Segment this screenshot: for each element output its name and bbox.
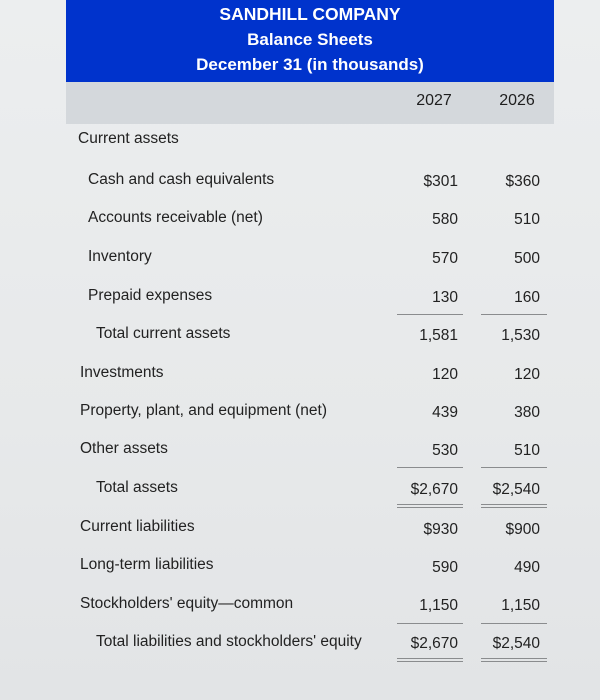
table-row — [0, 169, 600, 191]
value-2026: 490 — [514, 559, 540, 576]
table-row — [0, 477, 600, 499]
value-2027: 120 — [432, 366, 458, 383]
subtotal-rule — [397, 623, 463, 624]
value-2026: 1,150 — [501, 597, 540, 614]
value-2026: 160 — [514, 289, 540, 306]
value-2026: 1,530 — [501, 327, 540, 344]
row-label: Total assets — [96, 479, 178, 496]
total-double-rule — [397, 504, 463, 508]
value-2027: $301 — [423, 173, 458, 190]
row-label: Stockholders' equity—common — [80, 595, 294, 612]
table-row — [0, 554, 600, 576]
row-label: Long-term liabilities — [80, 556, 214, 573]
statement-header — [66, 2, 554, 80]
value-2027: 1,581 — [419, 327, 458, 344]
statement-title: Balance Sheets — [247, 30, 373, 49]
value-2026: 380 — [514, 404, 540, 421]
column-header-2027: 2027 — [416, 92, 452, 109]
value-2027: $930 — [423, 521, 458, 538]
subtotal-rule — [481, 623, 547, 624]
row-label: Inventory — [88, 248, 152, 265]
company-name: SANDHILL COMPANY — [219, 4, 401, 24]
value-2026: $2,540 — [492, 481, 540, 498]
row-label: Total liabilities and stockholders' equity — [96, 633, 362, 650]
value-2027: 130 — [432, 289, 458, 306]
value-2027: $2,670 — [410, 635, 458, 652]
table-row — [0, 207, 600, 229]
subtotal-rule — [397, 467, 463, 468]
subtotal-rule — [481, 314, 547, 315]
row-label: Current liabilities — [80, 518, 195, 535]
row-label: Investments — [80, 364, 164, 381]
row-label: Other assets — [80, 440, 168, 457]
table-row — [0, 593, 600, 615]
table-row — [0, 323, 600, 345]
value-2026: 510 — [514, 442, 540, 459]
table-row — [0, 631, 600, 653]
table-row — [0, 128, 600, 150]
table-row — [0, 400, 600, 422]
table-row — [0, 516, 600, 538]
value-2026: 510 — [514, 211, 540, 228]
row-label: Cash and cash equivalents — [88, 171, 275, 188]
table-row — [0, 362, 600, 384]
year-header-band — [66, 82, 554, 124]
value-2027: 530 — [432, 442, 458, 459]
subtotal-rule — [397, 314, 463, 315]
table-row — [0, 285, 600, 307]
row-label: Total current assets — [96, 325, 231, 342]
value-2027: 590 — [432, 559, 458, 576]
value-2027: 1,150 — [419, 597, 458, 614]
total-double-rule — [397, 658, 463, 662]
value-2026: $2,540 — [492, 635, 540, 652]
subtotal-rule — [481, 467, 547, 468]
value-2027: 439 — [432, 404, 458, 421]
row-label: Prepaid expenses — [88, 287, 213, 304]
value-2027: $2,670 — [410, 481, 458, 498]
value-2027: 570 — [432, 250, 458, 267]
value-2026: $900 — [505, 521, 540, 538]
value-2027: 580 — [432, 211, 458, 228]
value-2026: $360 — [505, 173, 540, 190]
statement-date: December 31 (in thousands) — [196, 55, 424, 74]
value-2026: 500 — [514, 250, 540, 267]
row-label: Current assets — [78, 130, 179, 147]
value-2026: 120 — [514, 366, 540, 383]
total-double-rule — [481, 504, 547, 508]
row-label: Accounts receivable (net) — [88, 209, 263, 226]
column-header-2026: 2026 — [499, 92, 535, 109]
total-double-rule — [481, 658, 547, 662]
table-row — [0, 246, 600, 268]
row-label: Property, plant, and equipment (net) — [80, 402, 327, 419]
table-row — [0, 438, 600, 460]
